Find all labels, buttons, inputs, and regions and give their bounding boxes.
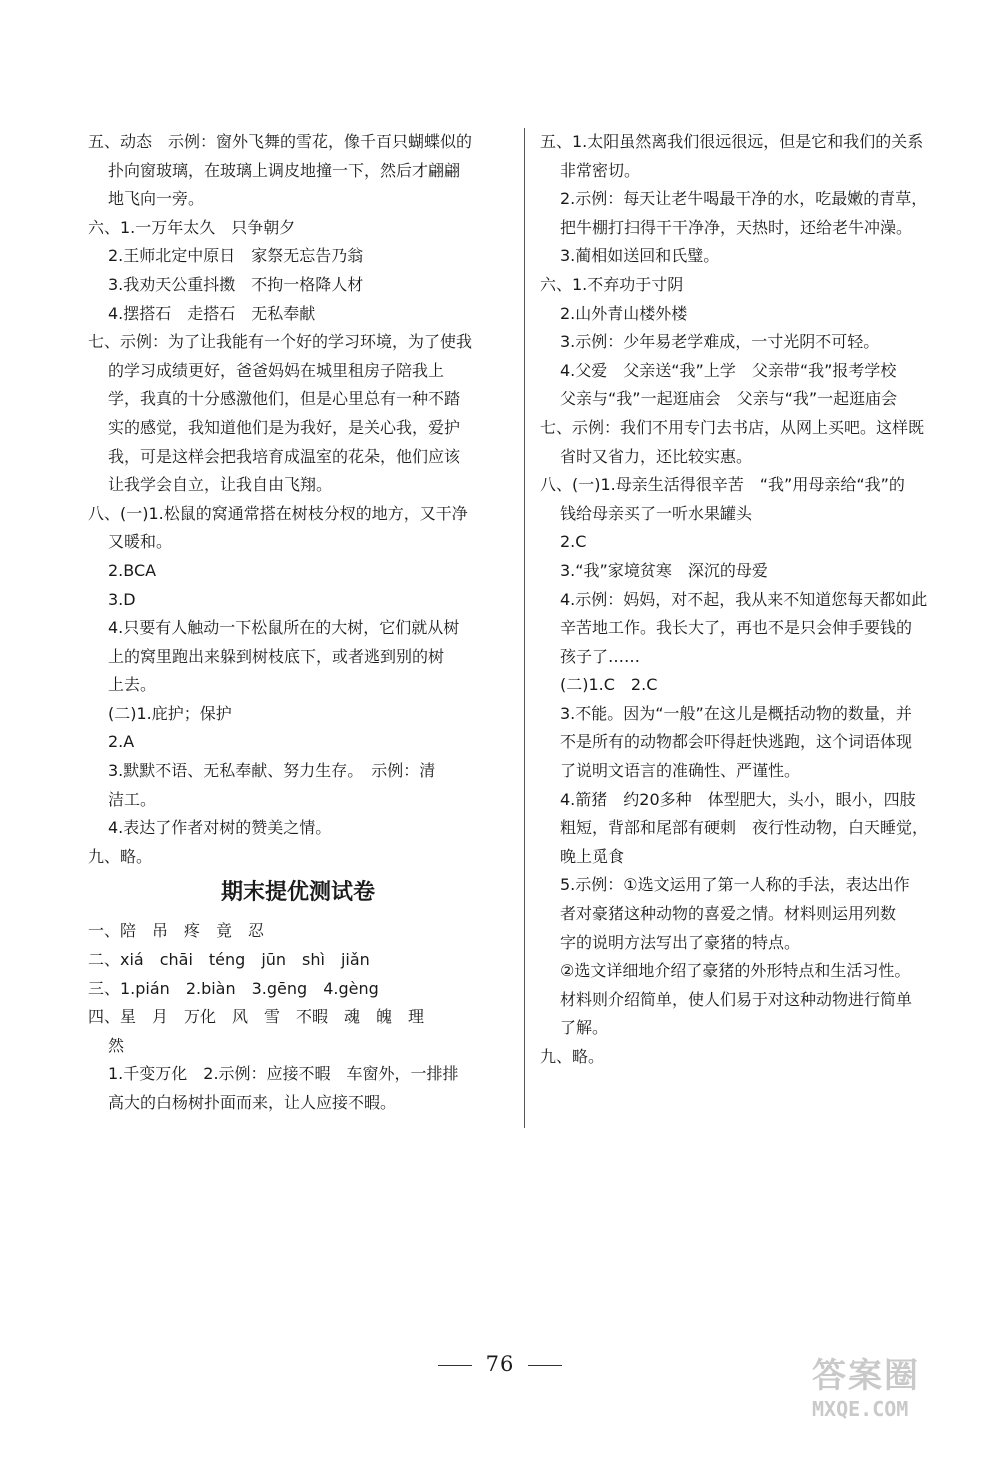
page-number-dash-left bbox=[438, 1365, 472, 1366]
answer-line: 材料则介绍简单，使人们易于对这种动物进行简单 bbox=[560, 989, 913, 1009]
answer-line: 一、陪 吊 疼 竟 忍 bbox=[88, 921, 265, 941]
section-title: 期末提优测试卷 bbox=[220, 880, 375, 906]
answer-line: 五、1.太阳虽然离我们很远很远，但是它和我们的关系 bbox=[540, 132, 924, 151]
answer-line: 辛苦地工作。我长大了，再也不是只会伸手要钱的 bbox=[560, 618, 913, 638]
answer-line: 晚上觅食 bbox=[560, 846, 625, 866]
answer-line: 孩子了…… bbox=[560, 646, 641, 666]
answer-line: 扑向窗玻璃，在玻璃上调皮地撞一下，然后才翩翩 bbox=[108, 160, 461, 180]
answer-line: 的学习成绩更好，爸爸妈妈在城里租房子陪我上 bbox=[108, 360, 445, 380]
answer-line: 六、1.一万年太久 只争朝夕 bbox=[88, 217, 296, 237]
answer-line: 父亲与“我”一起逛庙会 父亲与“我”一起逛庙会 bbox=[560, 389, 898, 409]
answer-line: 者对豪猪这种动物的喜爱之情。材料则运用列数 bbox=[560, 904, 897, 924]
answer-line: (二)1.C 2.C bbox=[560, 675, 658, 695]
answer-line: 省时又省力，还比较实惠。 bbox=[560, 446, 753, 466]
answer-line: 2.A bbox=[108, 732, 135, 752]
answer-line: 5.示例：①选文运用了第一人称的手法，表达出作 bbox=[560, 875, 910, 895]
page-number-dash-right bbox=[528, 1365, 562, 1366]
answer-line: 非常密切。 bbox=[560, 160, 641, 180]
answer-line: 上的窝里跑出来躲到树枝底下，或者逃到别的树 bbox=[108, 646, 445, 666]
watermark-text: MXQE.COM bbox=[812, 1397, 909, 1421]
answer-line: 把牛棚打扫得干干净净，天热时，还给老牛冲澡。 bbox=[560, 217, 913, 237]
answer-line: 三、1.pián 2.biàn 3.gēng 4.gèng bbox=[88, 978, 379, 998]
answer-line: 2.王师北定中原日 家祭无忘告乃翁 bbox=[108, 246, 364, 266]
answer-line: 2.山外青山楼外楼 bbox=[560, 303, 688, 323]
answer-line: 3.示例：少年易老学难成，一寸光阴不可轻。 bbox=[560, 332, 880, 352]
answer-line: 七、示例：为了让我能有一个好的学习环境，为了使我 bbox=[88, 332, 473, 352]
answer-line: 4.摆搭石 走搭石 无私奉献 bbox=[108, 303, 316, 323]
answer-line: 不是所有的动物都会吓得赶快逃跑，这个词语体现 bbox=[560, 732, 913, 752]
answer-line: 2.示例：每天让老牛喝最干净的水，吃最嫩的青草， bbox=[560, 189, 928, 209]
watermark-mark: 答案圈 bbox=[812, 1356, 920, 1396]
answer-line: 八、(一)1.松鼠的窝通常搭在树枝分杈的地方，又干净 bbox=[88, 503, 468, 523]
left-column bbox=[88, 128, 508, 1118]
answer-line: 4.只要有人触动一下松鼠所在的大树，它们就从树 bbox=[108, 618, 460, 638]
answer-line: 二、xiá chāi téng jūn shì jiǎn bbox=[88, 950, 370, 970]
answer-line: 地飞向一旁。 bbox=[108, 189, 205, 209]
answer-line: 2.BCA bbox=[108, 560, 157, 580]
answer-line: 3.“我”家境贫寒 深沉的母爱 bbox=[560, 560, 768, 580]
answer-line: 高大的白杨树扑面而来，让人应接不暇。 bbox=[108, 1093, 397, 1112]
answer-line: 4.示例：妈妈，对不起，我从来不知道您每天都如此 bbox=[560, 589, 928, 609]
answer-line: 3.不能。因为“一般”在这儿是概括动物的数量，并 bbox=[560, 703, 912, 723]
answer-line: 然 bbox=[108, 1035, 125, 1055]
answer-line: 实的感觉，我知道他们是为我好，是关心我，爱护 bbox=[108, 417, 461, 437]
answer-line: 洁工。 bbox=[108, 789, 157, 809]
answer-line: 又暖和。 bbox=[108, 532, 173, 552]
answer-line: 了解。 bbox=[560, 1018, 609, 1038]
answer-line: 上去。 bbox=[108, 675, 157, 695]
answer-line: 1.千变万化 2.示例：应接不暇 车窗外，一排排 bbox=[108, 1064, 459, 1084]
answer-line: ②选文详细地介绍了豪猪的外形特点和生活习性。 bbox=[560, 961, 911, 981]
answer-line: 七、示例：我们不用专门去书店，从网上买吧。这样既 bbox=[540, 417, 925, 437]
answer-line: 让我学会自立，让我自由飞翔。 bbox=[108, 475, 333, 495]
right-column bbox=[540, 128, 960, 1072]
answer-line: 九、略。 bbox=[88, 846, 153, 866]
answer-line: 4.箭猪 约20多种 体型肥大，头小，眼小，四肢 bbox=[560, 789, 916, 809]
answer-line: 3.我劝天公重抖擞 不拘一格降人材 bbox=[108, 274, 364, 294]
answer-line: 3.D bbox=[108, 589, 136, 609]
answer-line: (二)1.庇护；保护 bbox=[108, 703, 232, 723]
answer-line: 学，我真的十分感激他们，但是心里总有一种不踏 bbox=[108, 389, 461, 409]
answer-line: 字的说明方法写出了豪猪的特点。 bbox=[560, 932, 801, 952]
answer-line: 粗短，背部和尾部有硬刺 夜行性动物，白天睡觉， bbox=[560, 818, 929, 838]
answer-line: 3.蔺相如送回和氏璧。 bbox=[560, 246, 720, 266]
answer-line: 六、1.不弃功于寸阴 bbox=[540, 274, 684, 294]
answer-line: 2.C bbox=[560, 532, 587, 552]
answer-line: 4.父爱 父亲送“我”上学 父亲带“我”报考学校 bbox=[560, 360, 897, 380]
watermark-logo bbox=[812, 1348, 982, 1448]
answer-line: 钱给母亲买了一听水果罐头 bbox=[560, 503, 753, 523]
answer-line: 五、动态 示例：窗外飞舞的雪花，像千百只蝴蝶似的 bbox=[88, 132, 473, 151]
answer-line: 八、(一)1.母亲生活得很辛苦 “我”用母亲给“我”的 bbox=[540, 475, 905, 495]
answer-line: 四、星 月 万化 风 雪 不暇 魂 魄 理 bbox=[88, 1007, 425, 1027]
page-number-value: 76 bbox=[485, 1352, 515, 1376]
answer-line: 3.默默不语、无私奉献、努力生存。 示例：清 bbox=[108, 761, 436, 781]
column-divider bbox=[524, 128, 525, 1128]
answer-line: 九、略。 bbox=[540, 1047, 605, 1066]
answer-line: 了说明文语言的准确性、严谨性。 bbox=[560, 761, 801, 781]
answer-line: 我，可是这样会把我培育成温室的花朵，他们应该 bbox=[108, 446, 461, 466]
answer-line: 4.表达了作者对树的赞美之情。 bbox=[108, 818, 332, 838]
